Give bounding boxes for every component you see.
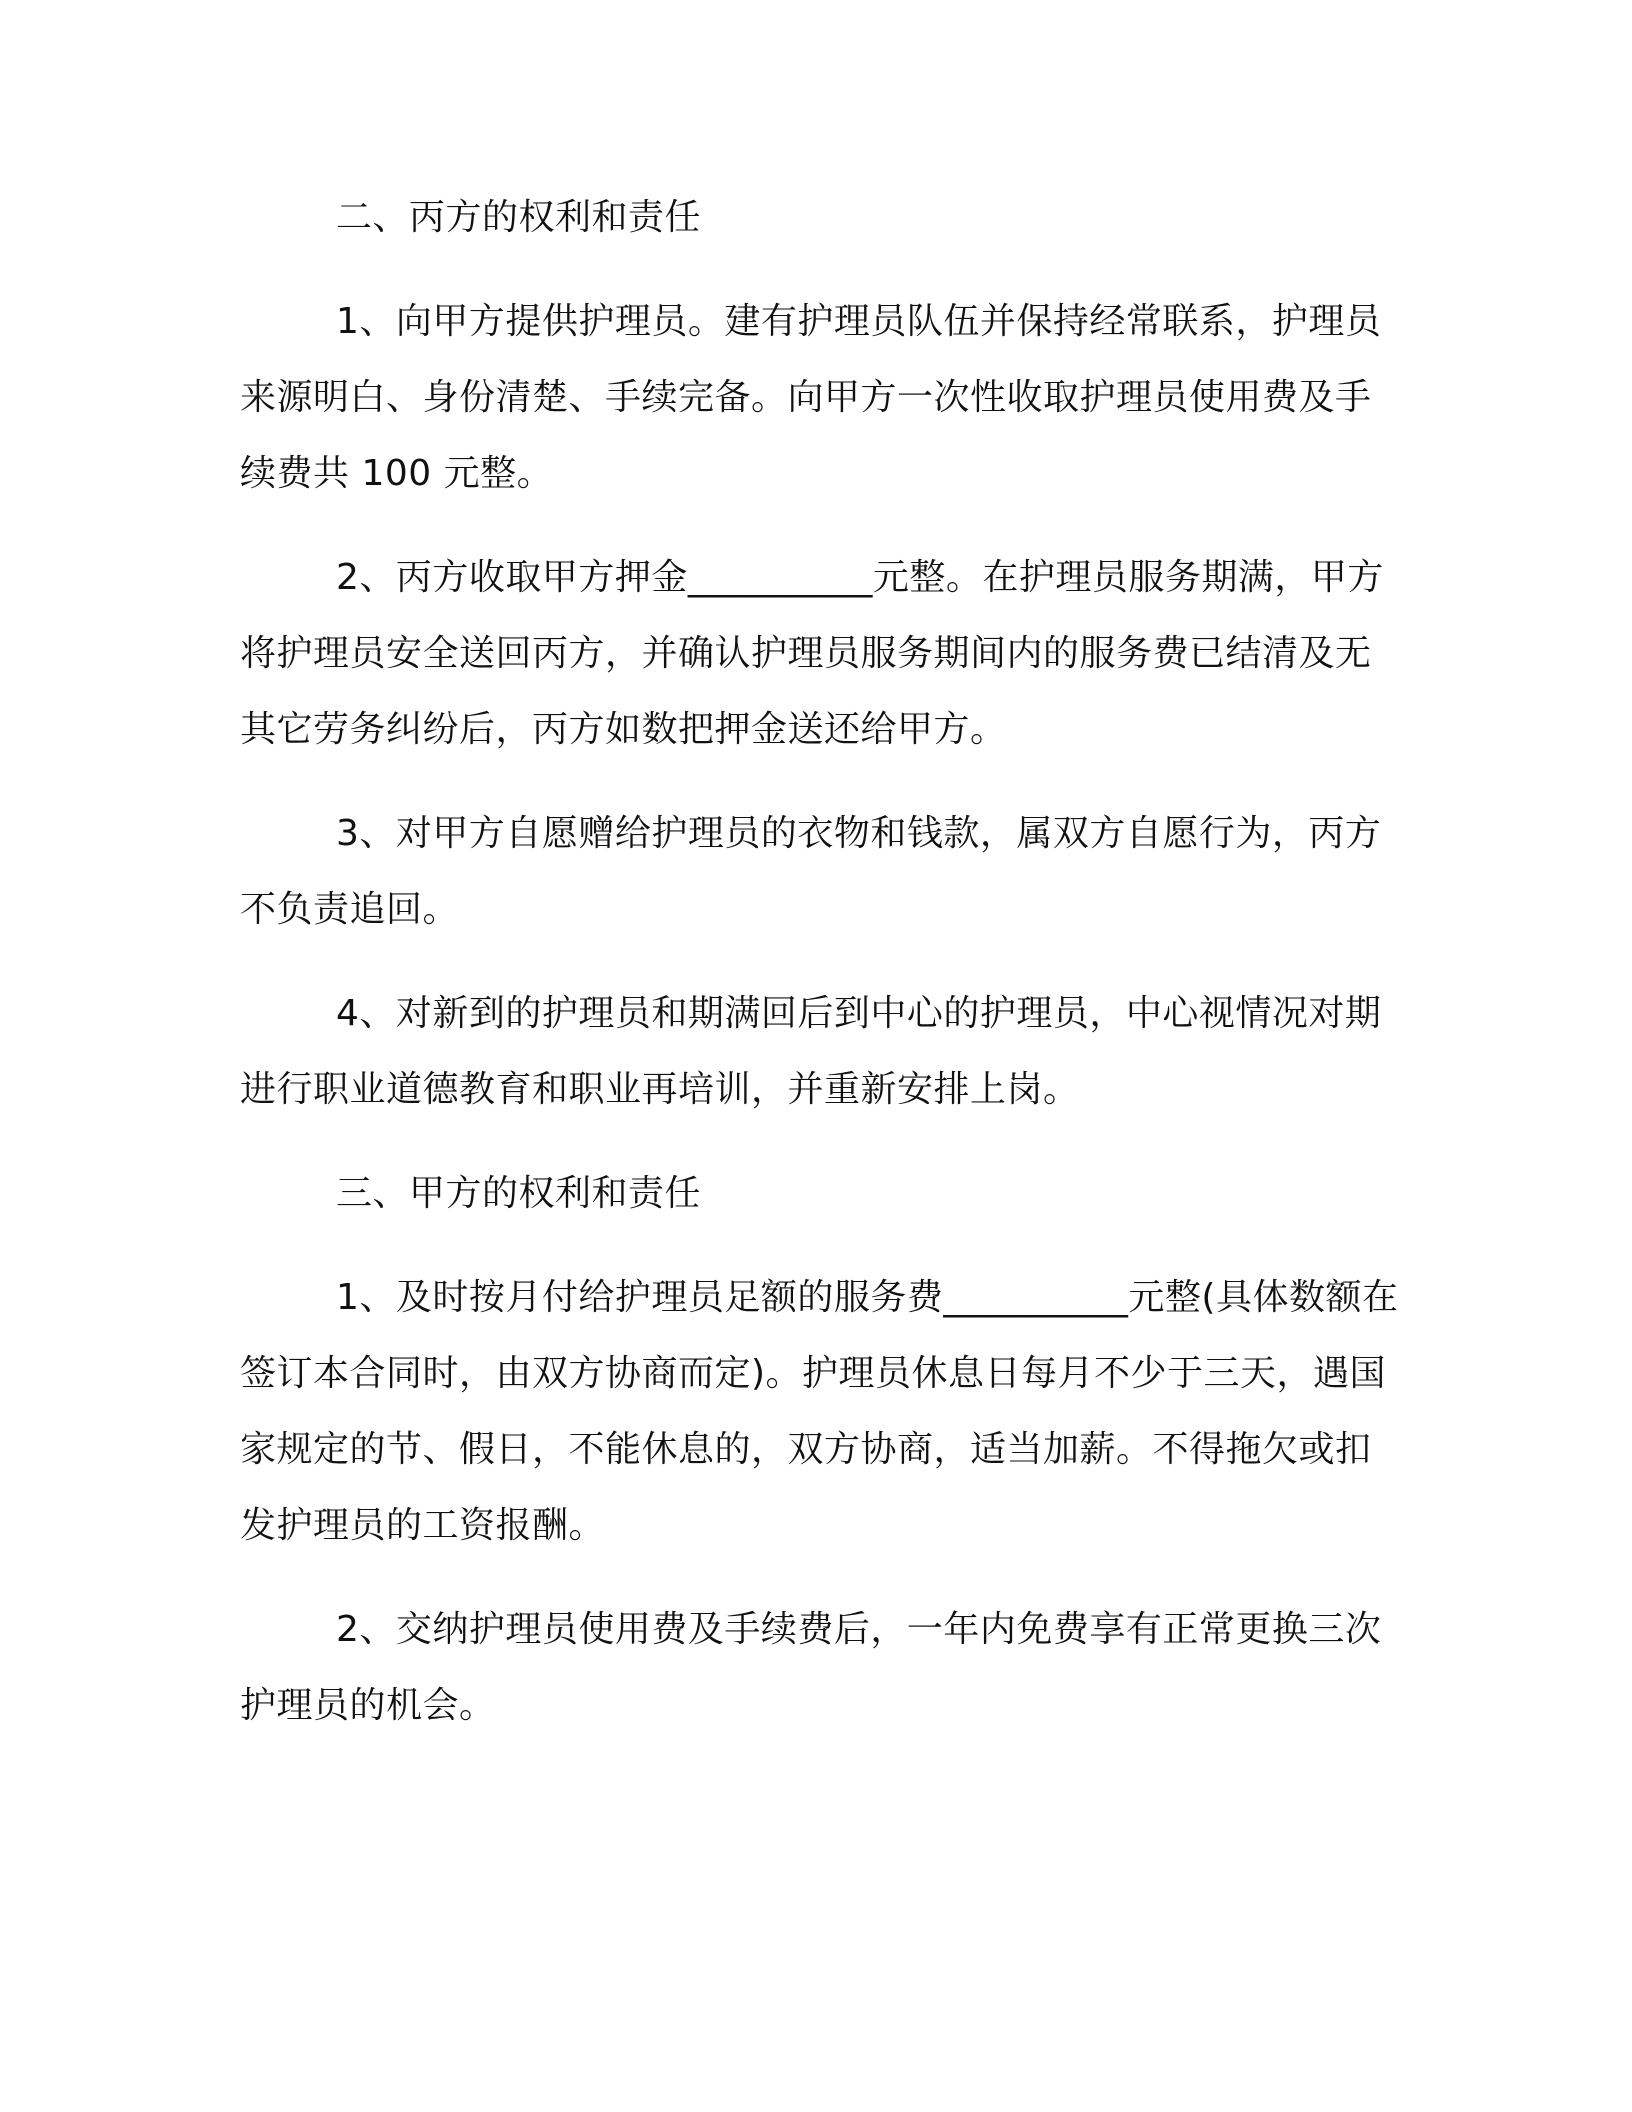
- section-three-item-2: 2、交纳护理员使用费及手续费后，一年内免费享有正常更换三次护理员的机会。: [240, 1609, 1382, 1726]
- section-three-item-1: 1、及时按月付给护理员足额的服务费__________元整(具体数额在签订本合同时，由双方协商而定)。护理员休息日每月不少于三天，遇国家规定的节、假日，不能休息的，双方协商，适当加薪。不得拖欠或扣发护理员的工资报酬。: [240, 1277, 1399, 1546]
- section-two-item-2: 2、丙方收取甲方押金__________元整。在护理员服务期满，甲方将护理员安全送回丙方，并确认护理员服务期间内的服务费已结清及无其它劳务纠纷后，丙方如数把押金送还给甲方。: [240, 557, 1384, 750]
- section-two-item-3: 3、对甲方自愿赠给护理员的衣物和钱款，属双方自愿行为，丙方不负责追回。: [240, 813, 1382, 930]
- section-two-item-4: 4、对新到的护理员和期满回后到中心的护理员，中心视情况对期进行职业道德教育和职业再培训，并重新安排上岗。: [240, 993, 1382, 1110]
- section-two-heading: 二、丙方的权利和责任: [336, 197, 702, 238]
- document-page: [240, 180, 1400, 1772]
- section-three-heading: 三、甲方的权利和责任: [336, 1173, 702, 1214]
- section-two-item-1: 1、向甲方提供护理员。建有护理员队伍并保持经常联系，护理员来源明白、身份清楚、手续完备。向甲方一次性收取护理员使用费及手续费共 100 元整。: [240, 301, 1382, 494]
